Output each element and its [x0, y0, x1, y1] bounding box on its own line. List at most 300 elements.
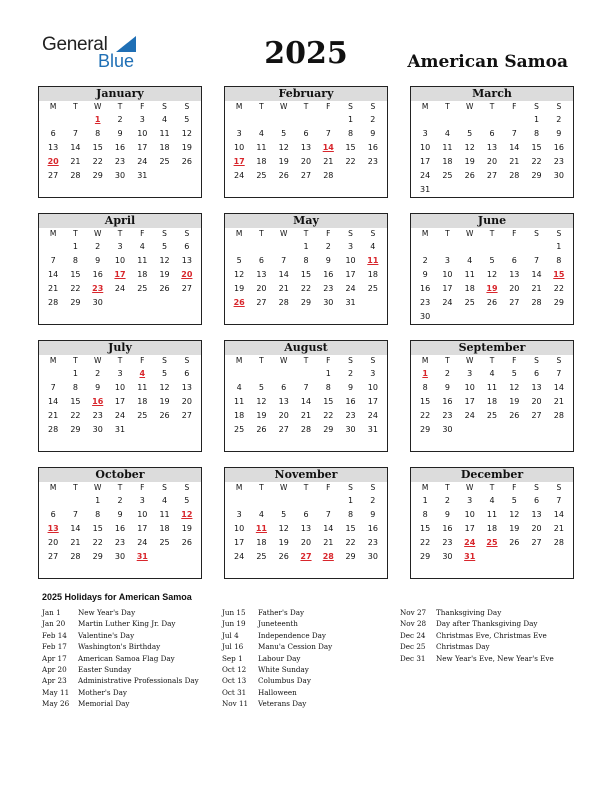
month-name: March — [411, 87, 573, 101]
holiday-day-cell: 27 — [300, 552, 312, 561]
day-cell: 12 — [256, 397, 267, 406]
day-cell: 25 — [256, 552, 267, 561]
day-cell: 3 — [348, 242, 354, 251]
day-cell: 30 — [442, 425, 453, 434]
day-cell: 9 — [325, 256, 331, 265]
weekday-header: M — [421, 483, 429, 492]
day-cell: 13 — [256, 270, 267, 279]
weekday-header: F — [140, 356, 145, 365]
day-cell: 11 — [137, 383, 148, 392]
day-cell: 21 — [48, 284, 59, 293]
holiday-date: Apr 23 — [42, 676, 67, 686]
holiday-day-cell: 11 — [255, 524, 267, 533]
holiday-name: Manu'a Cession Day — [258, 642, 333, 652]
holiday-date: May 26 — [42, 699, 70, 709]
holiday-row — [42, 699, 227, 710]
day-cell: 22 — [92, 157, 103, 166]
day-cell: 14 — [531, 270, 542, 279]
day-cell: 19 — [256, 411, 267, 420]
day-cell: 6 — [534, 496, 540, 505]
day-cell: 19 — [234, 284, 245, 293]
day-cell: 11 — [464, 270, 475, 279]
day-cell: 26 — [159, 411, 170, 420]
holiday-name: Juneteenth — [258, 619, 298, 629]
day-cell: 21 — [70, 157, 81, 166]
empty-cell — [414, 113, 436, 127]
day-cell: 28 — [300, 425, 312, 434]
day-cell: 4 — [162, 496, 168, 505]
weekday-header: S — [184, 102, 190, 111]
month-october — [38, 467, 202, 579]
day-cell: 7 — [72, 510, 78, 519]
empty-cell — [273, 113, 295, 127]
empty-cell — [64, 113, 86, 127]
empty-cell — [42, 113, 64, 127]
holiday-name: Washington's Birthday — [78, 642, 161, 652]
day-cell: 1 — [534, 115, 540, 124]
day-cell: 22 — [323, 411, 334, 420]
day-cell: 23 — [553, 157, 564, 166]
day-cell: 7 — [50, 383, 56, 392]
holiday-day-cell: 1 — [94, 115, 101, 124]
day-cell: 20 — [509, 284, 520, 293]
weekday-header: S — [162, 229, 167, 238]
day-cell: 3 — [370, 369, 376, 378]
day-cell: 22 — [300, 284, 312, 293]
holiday-name: Easter Sunday — [78, 664, 132, 674]
day-cell: 26 — [181, 538, 192, 547]
holiday-row — [400, 619, 585, 630]
day-cell: 11 — [137, 256, 148, 265]
day-cell: 29 — [70, 425, 81, 434]
empty-cell — [64, 494, 86, 508]
weekday-header: T — [117, 356, 123, 365]
day-cell: 15 — [92, 143, 103, 152]
weekday-header: T — [117, 229, 123, 238]
holiday-name: Columbus Day — [258, 676, 311, 686]
day-cell: 27 — [181, 284, 192, 293]
day-cell: 31 — [367, 425, 378, 434]
day-cell: 28 — [509, 171, 520, 180]
day-cell: 2 — [444, 496, 450, 505]
day-cell: 14 — [278, 270, 289, 279]
day-cell: 21 — [70, 538, 81, 547]
day-cell: 4 — [370, 242, 376, 251]
day-cell: 7 — [325, 510, 331, 519]
weekday-header: S — [370, 229, 376, 238]
holiday-date: Oct 12 — [222, 664, 247, 674]
holiday-date: Jun 19 — [222, 619, 246, 629]
day-cell: 7 — [281, 256, 287, 265]
day-cell: 23 — [442, 538, 453, 547]
holiday-name: New Year's Day — [78, 608, 136, 617]
day-cell: 16 — [92, 270, 103, 279]
holiday-name: Day after Thanksgiving Day — [436, 619, 538, 629]
day-cell: 17 — [420, 157, 431, 166]
weekday-header: W — [279, 229, 288, 238]
day-cell: 24 — [464, 411, 475, 420]
month-march — [410, 86, 574, 198]
day-cell: 23 — [114, 157, 126, 166]
day-cell: 21 — [553, 524, 564, 533]
empty-cell — [317, 494, 339, 508]
day-cell: 13 — [531, 383, 542, 392]
day-cell: 15 — [70, 397, 81, 406]
holiday-date: Apr 20 — [42, 664, 67, 674]
weekday-header: S — [534, 102, 539, 111]
day-cell: 5 — [489, 256, 495, 265]
day-cell: 20 — [300, 157, 312, 166]
day-cell: 7 — [556, 369, 562, 378]
holiday-name: Halloween — [258, 687, 297, 697]
weekday-header: F — [512, 483, 517, 492]
day-cell: 24 — [114, 284, 126, 293]
holiday-row — [42, 608, 227, 619]
empty-cell — [503, 113, 525, 127]
weekday-header: M — [235, 356, 243, 365]
day-cell: 27 — [531, 538, 542, 547]
weekday-header: T — [489, 229, 495, 238]
holiday-name: Labour Day — [258, 653, 301, 663]
day-cell: 7 — [534, 256, 540, 265]
weekday-header: S — [534, 229, 539, 238]
day-cell: 31 — [345, 298, 356, 307]
day-cell: 18 — [486, 524, 498, 533]
day-cell: 11 — [486, 383, 498, 392]
day-grid — [411, 228, 573, 324]
day-cell: 12 — [509, 510, 520, 519]
day-cell: 20 — [531, 397, 542, 406]
day-cell: 15 — [531, 143, 542, 152]
day-cell: 16 — [553, 143, 564, 152]
day-cell: 31 — [137, 171, 148, 180]
holiday-day-cell: 31 — [464, 552, 476, 561]
day-cell: 20 — [48, 538, 59, 547]
day-cell: 12 — [464, 143, 475, 152]
holiday-row — [42, 665, 227, 676]
day-grid — [225, 228, 387, 310]
day-cell: 8 — [95, 129, 101, 138]
day-cell: 20 — [300, 538, 312, 547]
holidays-title: 2025 Holidays for American Samoa — [42, 592, 192, 602]
weekday-header: S — [162, 356, 167, 365]
weekday-header: S — [534, 483, 539, 492]
day-cell: 29 — [323, 425, 334, 434]
weekday-header: T — [445, 356, 450, 365]
holiday-day-cell: 26 — [233, 298, 245, 307]
day-cell: 19 — [181, 524, 192, 533]
day-cell: 8 — [348, 129, 354, 138]
day-cell: 4 — [236, 383, 242, 392]
logo-text-general: General — [42, 34, 108, 55]
day-cell: 12 — [181, 129, 192, 138]
day-cell: 8 — [556, 256, 562, 265]
day-cell: 15 — [420, 397, 431, 406]
day-cell: 24 — [234, 171, 245, 180]
weekday-header: M — [235, 229, 243, 238]
weekday-header: S — [556, 229, 562, 238]
day-cell: 2 — [422, 256, 428, 265]
holiday-day-cell: 19 — [486, 284, 498, 293]
weekday-header: M — [49, 102, 57, 111]
empty-cell — [42, 367, 64, 381]
day-cell: 29 — [420, 552, 431, 561]
day-cell: 15 — [70, 270, 81, 279]
day-cell: 14 — [48, 270, 59, 279]
day-cell: 10 — [114, 256, 126, 265]
month-december — [410, 467, 574, 579]
day-cell: 20 — [256, 284, 267, 293]
day-cell: 14 — [553, 510, 564, 519]
day-cell: 19 — [509, 397, 520, 406]
empty-cell — [459, 240, 481, 254]
day-cell: 9 — [444, 510, 450, 519]
day-cell: 3 — [139, 115, 145, 124]
weekday-header: M — [49, 229, 57, 238]
weekday-header: F — [512, 356, 517, 365]
day-cell: 9 — [444, 383, 450, 392]
weekday-header: S — [348, 229, 353, 238]
day-cell: 4 — [489, 369, 495, 378]
day-cell: 3 — [117, 242, 123, 251]
day-cell: 23 — [92, 411, 103, 420]
weekday-header: W — [279, 483, 288, 492]
day-cell: 5 — [184, 115, 190, 124]
holiday-date: Dec 24 — [400, 630, 426, 640]
day-cell: 22 — [345, 538, 356, 547]
weekday-header: W — [465, 356, 474, 365]
holiday-date: Apr 17 — [42, 653, 67, 663]
day-cell: 20 — [278, 411, 289, 420]
day-cell: 18 — [464, 284, 475, 293]
month-name: October — [39, 468, 201, 482]
day-cell: 25 — [137, 284, 148, 293]
day-cell: 12 — [486, 270, 498, 279]
day-cell: 30 — [92, 425, 103, 434]
holiday-day-cell: 20 — [47, 157, 59, 166]
weekday-header: M — [421, 102, 429, 111]
day-cell: 29 — [531, 171, 542, 180]
day-cell: 27 — [48, 171, 59, 180]
day-cell: 26 — [256, 425, 267, 434]
holiday-row — [42, 619, 227, 630]
day-cell: 12 — [234, 270, 245, 279]
holiday-date: Jul 4 — [222, 630, 239, 640]
day-cell: 25 — [486, 411, 498, 420]
holiday-day-cell: 14 — [322, 143, 334, 152]
day-cell: 13 — [181, 383, 192, 392]
day-cell: 28 — [48, 298, 59, 307]
day-cell: 24 — [114, 411, 126, 420]
day-grid — [225, 482, 387, 564]
day-cell: 30 — [553, 171, 564, 180]
empty-cell — [273, 240, 295, 254]
day-cell: 3 — [467, 496, 473, 505]
day-cell: 14 — [509, 143, 520, 152]
day-grid — [39, 228, 201, 310]
day-cell: 27 — [181, 411, 192, 420]
month-name: June — [411, 214, 573, 228]
day-cell: 28 — [323, 171, 334, 180]
day-cell: 6 — [281, 383, 287, 392]
holiday-date: Nov 28 — [400, 619, 427, 629]
day-grid — [225, 355, 387, 437]
day-cell: 16 — [114, 143, 126, 152]
day-cell: 1 — [348, 496, 354, 505]
day-cell: 18 — [159, 524, 170, 533]
day-cell: 26 — [486, 298, 498, 307]
day-cell: 5 — [258, 383, 264, 392]
day-cell: 16 — [420, 284, 431, 293]
weekday-header: T — [259, 102, 264, 111]
holiday-day-cell: 15 — [553, 270, 565, 279]
day-cell: 16 — [367, 143, 378, 152]
day-cell: 13 — [48, 143, 59, 152]
day-cell: 14 — [70, 524, 81, 533]
month-name: August — [225, 341, 387, 355]
holiday-row — [222, 654, 407, 665]
day-cell: 18 — [256, 538, 267, 547]
day-grid — [39, 101, 201, 183]
day-cell: 29 — [92, 552, 103, 561]
empty-cell — [436, 240, 458, 254]
day-cell: 19 — [159, 397, 170, 406]
day-cell: 9 — [95, 383, 101, 392]
weekday-header: S — [370, 483, 376, 492]
day-cell: 30 — [92, 298, 103, 307]
day-cell: 20 — [486, 157, 498, 166]
day-cell: 3 — [236, 129, 242, 138]
holiday-day-cell: 25 — [486, 538, 498, 547]
day-cell: 26 — [159, 284, 170, 293]
weekday-header: M — [235, 102, 243, 111]
holiday-row — [222, 665, 407, 676]
day-cell: 5 — [511, 369, 517, 378]
weekday-header: T — [445, 483, 450, 492]
holiday-date: Sep 1 — [222, 653, 243, 663]
day-cell: 25 — [367, 284, 378, 293]
empty-cell — [459, 113, 481, 127]
day-cell: 8 — [422, 510, 428, 519]
holiday-row — [222, 631, 407, 642]
day-cell: 10 — [420, 143, 431, 152]
weekday-header: F — [140, 229, 145, 238]
day-cell: 10 — [137, 129, 148, 138]
day-cell: 29 — [300, 298, 312, 307]
weekday-header: W — [93, 356, 102, 365]
day-cell: 8 — [348, 510, 354, 519]
weekday-header: T — [303, 229, 309, 238]
weekday-header: W — [279, 102, 288, 111]
holiday-name: Christmas Eve, Christmas Eve — [436, 630, 547, 640]
day-cell: 1 — [72, 369, 78, 378]
day-cell: 9 — [370, 510, 376, 519]
day-cell: 22 — [70, 284, 81, 293]
day-cell: 16 — [345, 397, 356, 406]
day-cell: 8 — [72, 383, 78, 392]
day-cell: 17 — [442, 284, 453, 293]
day-cell: 22 — [531, 157, 542, 166]
weekday-header: T — [73, 102, 78, 111]
empty-cell — [228, 240, 250, 254]
empty-cell — [42, 494, 64, 508]
day-grid — [39, 482, 201, 564]
logo-text-blue: Blue — [98, 51, 135, 71]
empty-cell — [273, 367, 295, 381]
holiday-name: Valentine's Day — [78, 630, 135, 640]
weekday-header: T — [445, 102, 450, 111]
empty-cell — [228, 367, 250, 381]
day-grid — [411, 101, 573, 197]
weekday-header: W — [465, 483, 474, 492]
day-cell: 23 — [420, 298, 431, 307]
day-cell: 16 — [367, 524, 378, 533]
day-cell: 23 — [345, 411, 356, 420]
weekday-header: F — [326, 229, 331, 238]
day-cell: 16 — [442, 397, 453, 406]
month-name: January — [39, 87, 201, 101]
day-cell: 31 — [420, 185, 431, 194]
holiday-name: American Samoa Flag Day — [78, 653, 175, 663]
holiday-row — [400, 654, 585, 665]
day-cell: 10 — [345, 256, 356, 265]
weekday-header: W — [465, 229, 474, 238]
day-cell: 6 — [303, 129, 309, 138]
empty-cell — [250, 494, 272, 508]
weekday-header: M — [49, 483, 57, 492]
day-cell: 9 — [95, 256, 101, 265]
day-cell: 15 — [420, 524, 431, 533]
day-cell: 1 — [325, 369, 331, 378]
day-cell: 23 — [114, 538, 126, 547]
holiday-name: Independence Day — [258, 630, 326, 640]
holiday-date: Jan 1 — [42, 608, 61, 617]
holiday-row — [42, 654, 227, 665]
day-cell: 6 — [511, 256, 517, 265]
day-cell: 11 — [256, 143, 267, 152]
empty-cell — [295, 113, 317, 127]
day-cell: 28 — [48, 425, 59, 434]
day-cell: 5 — [281, 129, 287, 138]
day-cell: 20 — [181, 397, 192, 406]
holiday-row — [42, 631, 227, 642]
holiday-name: Veterans Day — [258, 699, 307, 709]
day-cell: 1 — [72, 242, 78, 251]
day-cell: 27 — [278, 425, 289, 434]
day-cell: 17 — [137, 524, 148, 533]
day-cell: 30 — [114, 171, 126, 180]
country-name: American Samoa — [407, 52, 568, 72]
day-cell: 5 — [162, 369, 168, 378]
day-cell: 30 — [323, 298, 334, 307]
day-cell: 25 — [137, 411, 148, 420]
day-cell: 6 — [184, 242, 190, 251]
day-cell: 25 — [256, 171, 267, 180]
day-cell: 18 — [367, 270, 378, 279]
day-cell: 18 — [486, 397, 498, 406]
holiday-row — [222, 608, 407, 619]
day-cell: 15 — [345, 143, 356, 152]
weekday-header: S — [348, 483, 353, 492]
day-cell: 22 — [553, 284, 564, 293]
weekday-header: T — [259, 356, 264, 365]
day-cell: 26 — [181, 157, 192, 166]
empty-cell — [481, 113, 503, 127]
holiday-date: Dec 31 — [400, 653, 426, 663]
day-cell: 28 — [70, 552, 81, 561]
day-cell: 29 — [70, 298, 81, 307]
day-cell: 3 — [139, 496, 145, 505]
